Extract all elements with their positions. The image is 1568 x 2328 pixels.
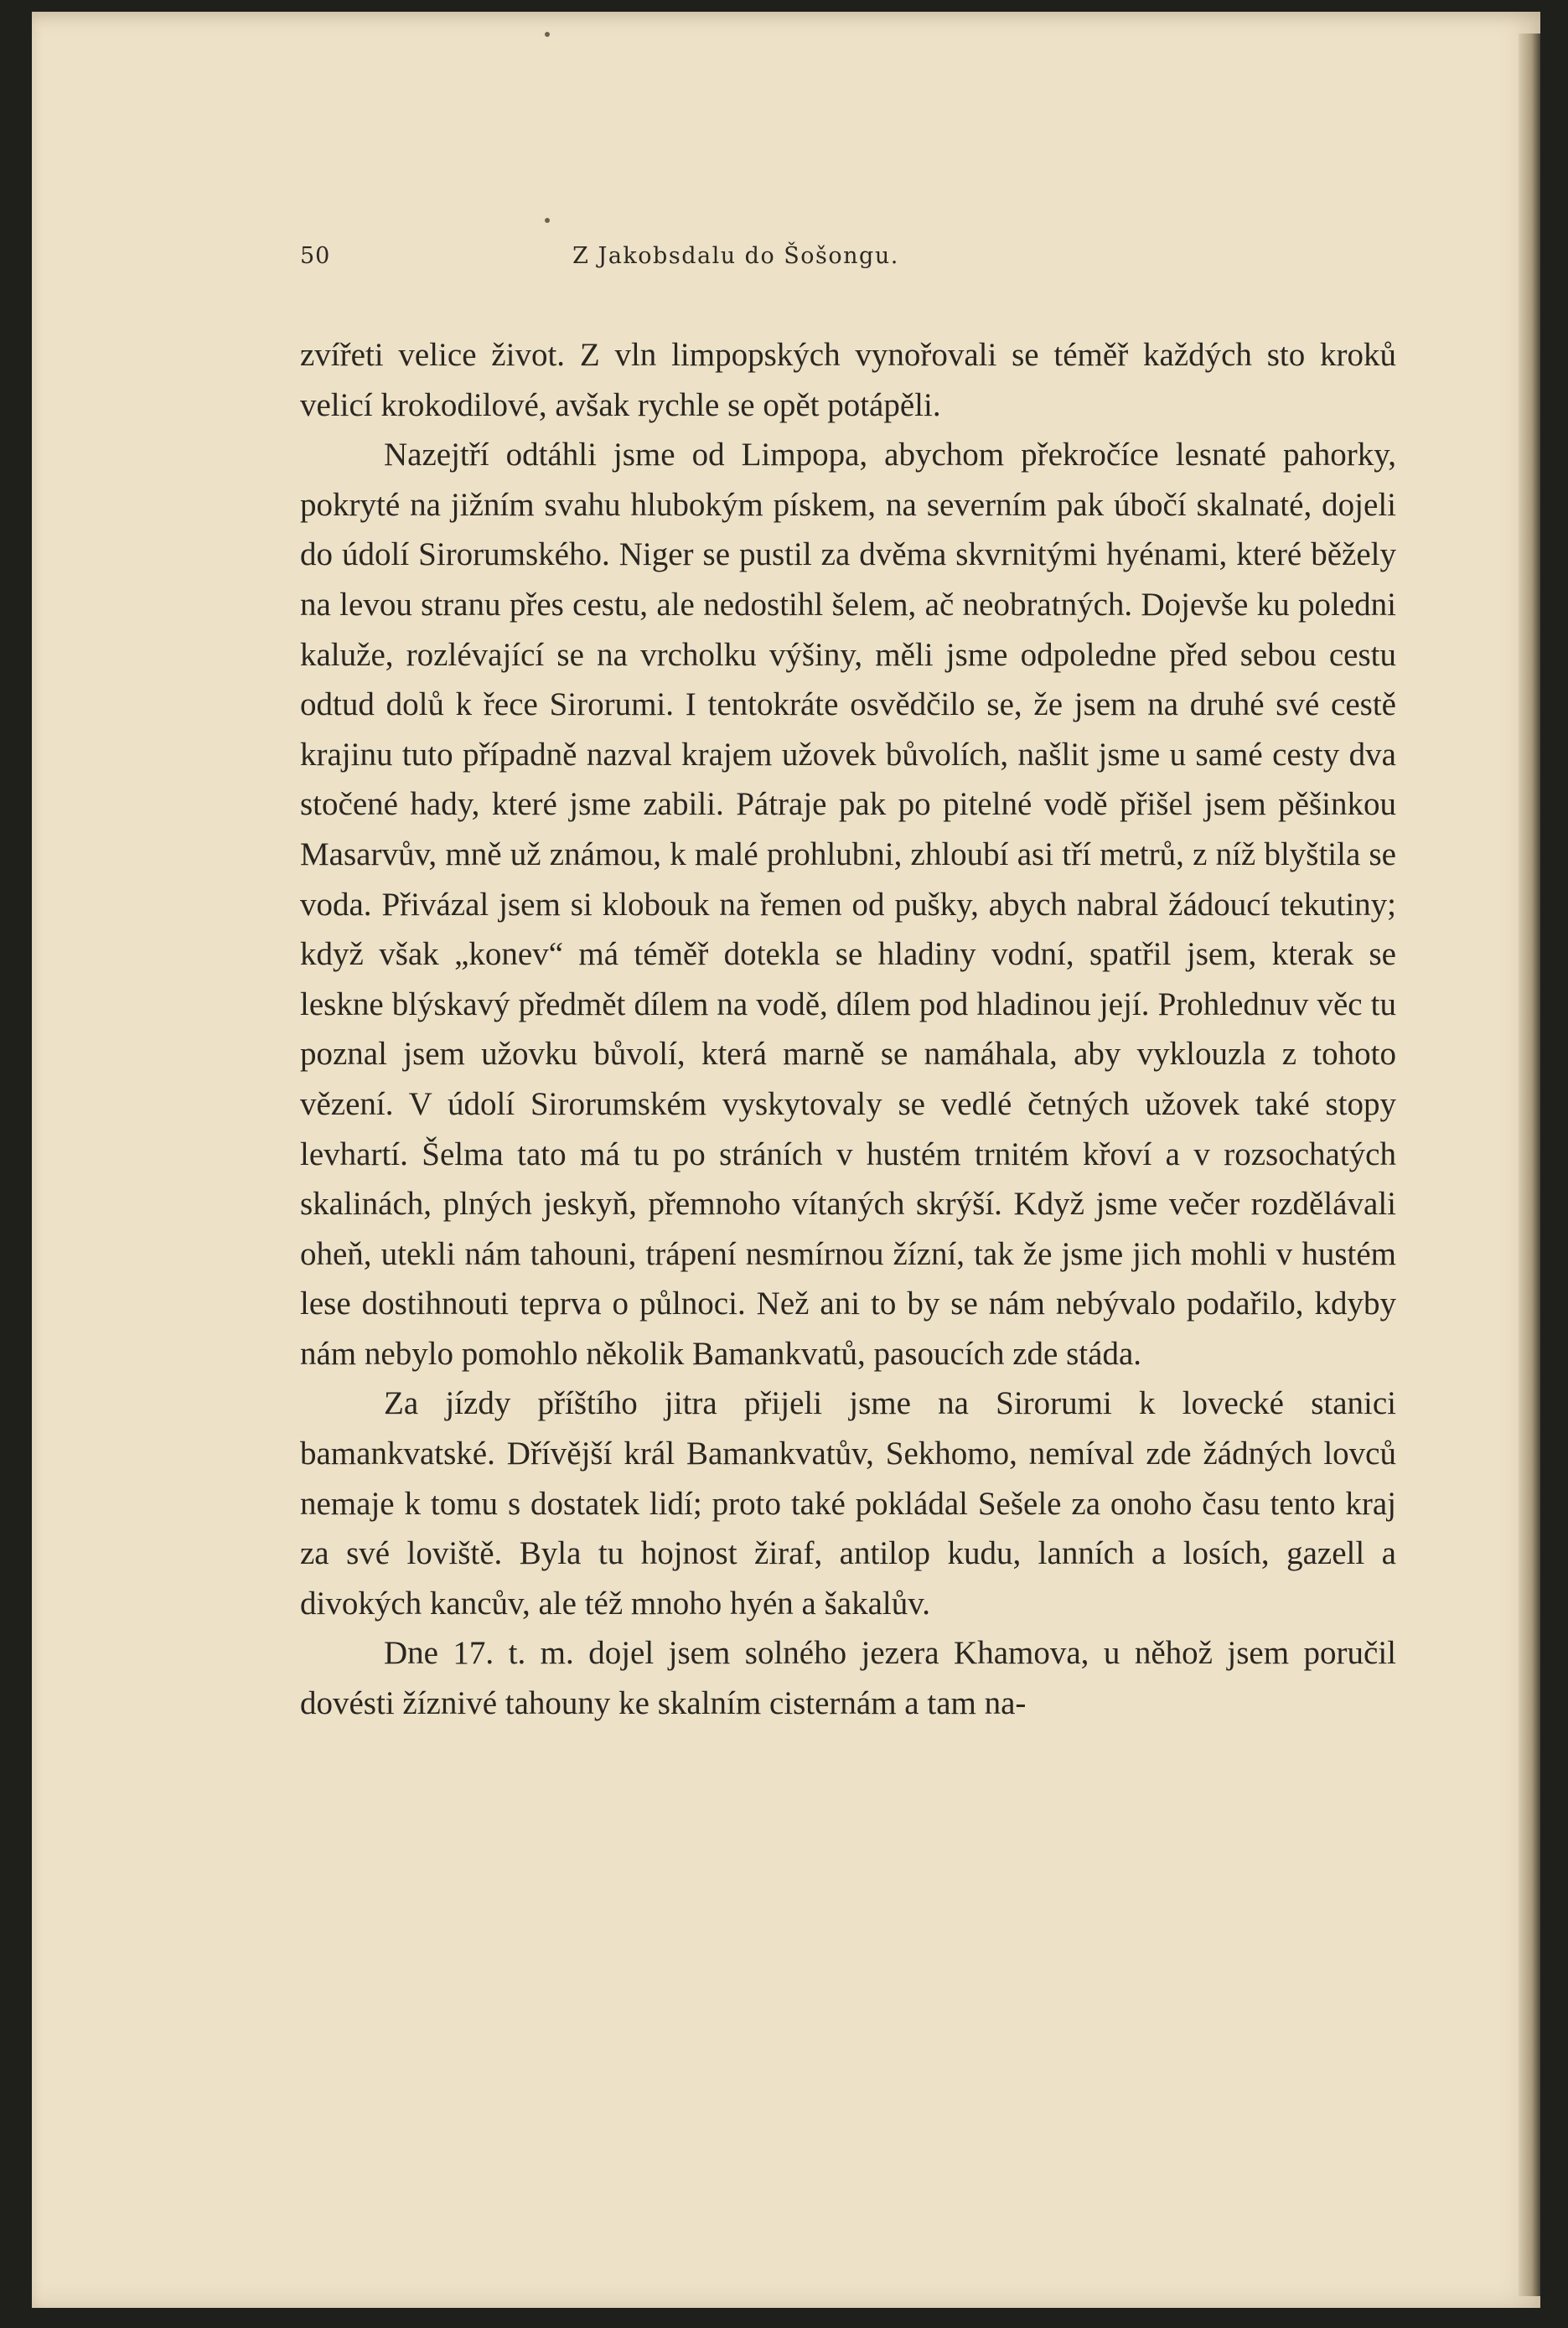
page-edge — [1519, 34, 1540, 2296]
paragraph: Dne 17. t. m. dojel jsem solného jezera Khamova, u něhož jsem poručil dovésti žíznivé tahouny ke skalním cisternám a tam na- — [300, 1635, 1396, 1722]
body-text — [300, 330, 1396, 1729]
page-number: 50 — [300, 243, 331, 269]
paper-speck — [545, 218, 550, 223]
paragraph: Nazejtří odtáhli jsme od Limpopa, abychom překročíce lesnaté pahorky, pokryté na jižním svahu hlubokým pískem, na severním pak úbočí skalnaté, dojeli do údolí Sirorumského. Niger se pustil za dvěma skvrnitými hyénami, které běžely na levou stranu přes cestu, ale nedostihl šelem, ač neobratných. Dojevše ku poledni kaluže, rozlévající se na vrcholku výšiny, měli jsme odpoledne před sebou cestu odtud dolů k řece Sirorumi. I tentokráte osvědčilo se, že jsem na druhé své cestě krajinu tuto případně nazval krajem užovek bůvolích, našlit jsme u samé cesty dva stočené hady, které jsme zabili. Pátraje pak po pitelné vodě přišel jsem pěšinkou Masarvův, mně už známou, k malé prohlubni, zhloubí asi tří metrů, z níž blyštila se voda. Přivázal jsem si klobouk na řemen od pušky, abych nabral žádoucí tekutiny; když však „konev“ má téměř dotekla se hladiny vodní, spatřil jsem, kterak se leskne blýskavý předmět dílem na vodě, dílem pod hladinou její. Prohlednuv věc tu poznal jsem užovku bůvolí, která marně se namáhala, aby vyklouzla z tohoto vězení. V údolí Sirorumském vyskytovaly se vedlé četných užovek také stopy levhartí. Šelma tato má tu po stráních v hustém trnitém křoví a v rozsochatých skalinách, plných jeskyň, přemnoho vítaných skrýší. Když jsme večer rozdělávali oheň, utekli nám tahouni, trápení nesmírnou žízní, tak že jsme jich mohli v hustém lese dostihnouti teprva o půlnoci. Než ani to by se nám nebývalo podařilo, kdyby nám nebylo pomohlo několik Bamankvatů, pasoucích zde stáda. — [300, 437, 1396, 1372]
paragraph: zvířeti velice život. Z vln limpopských vynořovali se téměř každých sto kroků velicí krokodilové, avšak rychle se opět potápěli. — [300, 337, 1396, 423]
page-header — [300, 243, 1038, 277]
paper-speck — [545, 32, 550, 37]
running-head: Z Jakobsdalu do Šošongu. — [572, 243, 899, 269]
paragraph: Za jízdy příštího jitra přijeli jsme na Sirorumi k lovecké stanici bamankvatské. Dřívější král Bamankvatův, Sekhomo, nemíval zde žádných lovců nemaje k tomu s dostatek lidí; proto také pokládal Sešele za onoho času tento kraj za své loviště. Byla tu hojnost žiraf, antilop kudu, lanních a losích, gazell a divokých kancův, ale též mnoho hyén a šakalův. — [300, 1385, 1396, 1622]
